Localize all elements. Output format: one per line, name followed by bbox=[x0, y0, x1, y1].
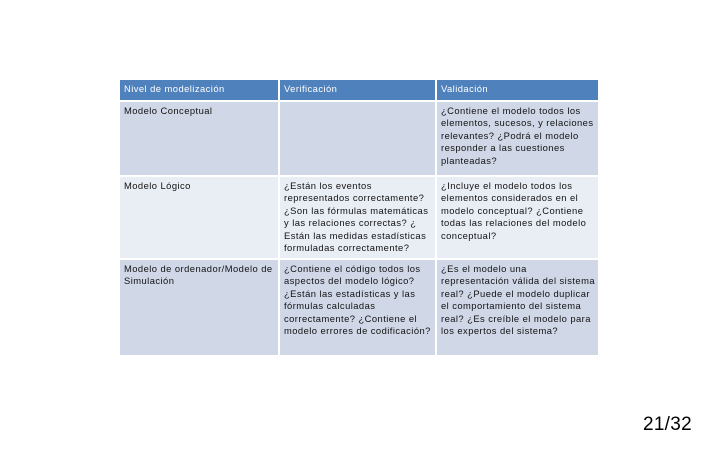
cell-level: Modelo Conceptual bbox=[120, 102, 278, 175]
cell-level: Modelo de ordenador/Modelo de Simulación bbox=[120, 260, 278, 355]
cell-verification: ¿Contiene el código todos los aspectos del modelo lógico? ¿Están las estadísticas y las fórmulas calculadas correctamente? ¿Contiene el modelo errores de codificación? bbox=[280, 260, 435, 355]
table-header-row bbox=[120, 80, 598, 100]
cell-verification: ¿Están los eventos representados correctamente? ¿Son las fórmulas matemáticas y las relaciones correctas? ¿ Están las medidas estadísticas formuladas correctamente? bbox=[280, 177, 435, 258]
table-row-modelo-conceptual bbox=[120, 102, 598, 175]
cell-validation: ¿Incluye el modelo todos los elementos considerados en el modelo conceptual? ¿Contiene todas las relaciones del modelo conceptual? bbox=[437, 177, 598, 258]
cell-validation: ¿Contiene el modelo todos los elementos, sucesos, y relaciones relevantes? ¿Podrá el modelo responder a las cuestiones planteadas? bbox=[437, 102, 598, 175]
table-row-modelo-de-simulacion bbox=[120, 260, 598, 355]
header-nivel-de-modelizacion: Nivel de modelización bbox=[120, 80, 278, 100]
table-row-modelo-logico bbox=[120, 177, 598, 258]
cell-validation: ¿Es el modelo una representación válida del sistema real? ¿Puede el modelo duplicar el comportamiento del sistema real? ¿Es creíble el modelo para los expertos del sistema? bbox=[437, 260, 598, 355]
header-verificacion: Verificación bbox=[280, 80, 435, 100]
modeling-levels-table bbox=[118, 78, 600, 357]
cell-level: Modelo Lógico bbox=[120, 177, 278, 258]
modeling-levels-table-container bbox=[118, 78, 598, 357]
page-number: 21/32 bbox=[642, 414, 692, 435]
cell-verification bbox=[280, 102, 435, 175]
header-validacion: Validación bbox=[437, 80, 598, 100]
